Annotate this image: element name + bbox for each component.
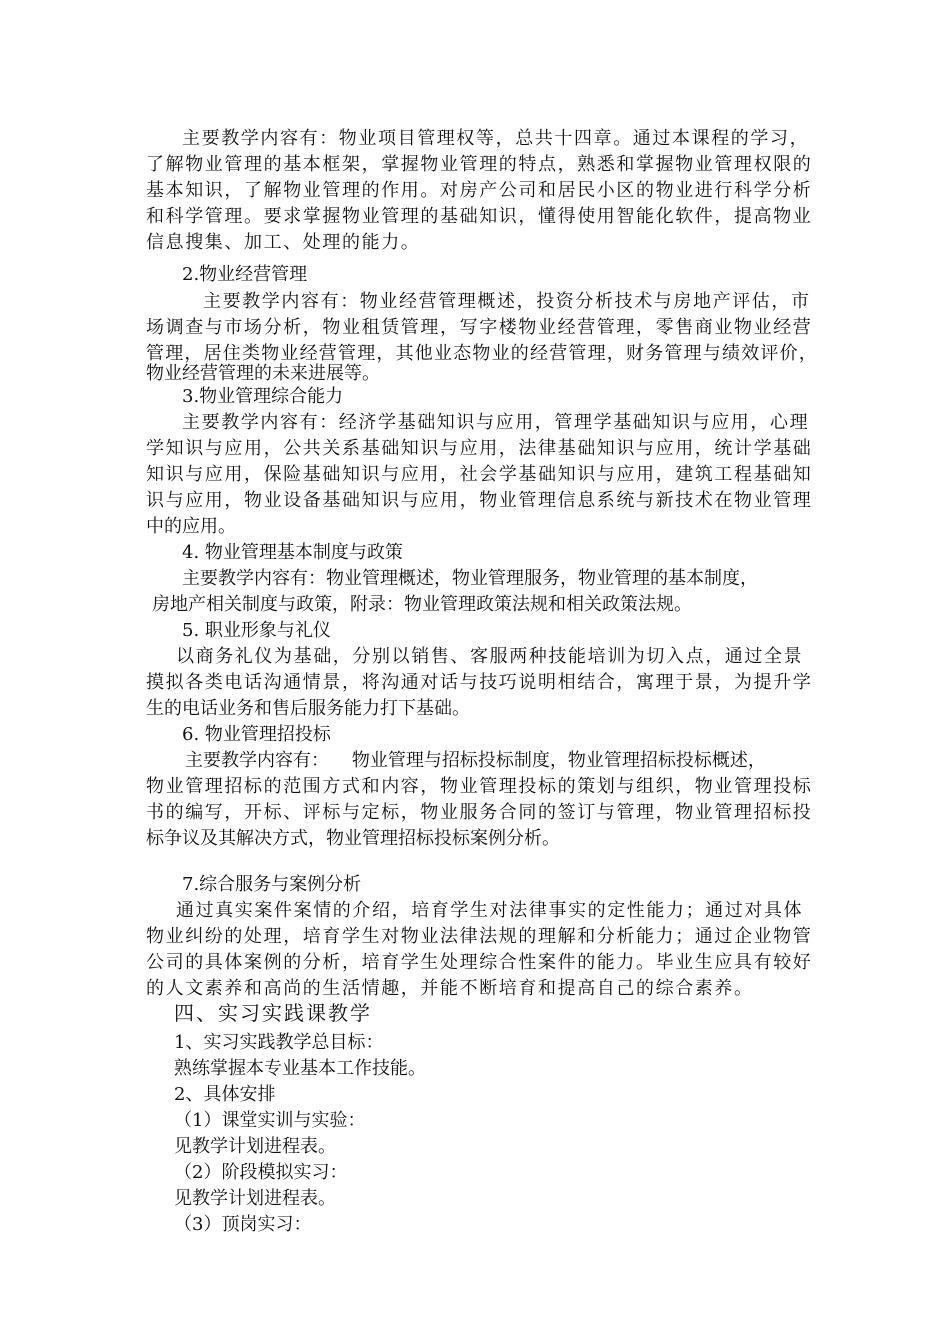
paragraph-line: 标争议及其解决方式，物业管理招标投标案例分析。 [146, 828, 560, 849]
paragraph-line: 中的应用。 [146, 516, 236, 537]
practice-item: （2）阶段模拟实习： [174, 1162, 348, 1183]
practice-item: 见教学计划进程表。 [174, 1188, 336, 1209]
paragraph-line: 管理，居住类物业经营管理，其他业态物业的经营管理，财务管理与绩效评价， [146, 343, 818, 364]
paragraph-line: 主要教学内容有：物业经营管理概述，投资分析技术与房地产评估，市 [203, 291, 811, 312]
paragraph-line: 物业经营管理的未来进展等。 [146, 363, 380, 384]
paragraph-line: 知识与应用，保险基础知识与应用，社会学基础知识与应用，建筑工程基础知 [146, 464, 813, 485]
section-title: 5. 职业形象与礼仪 [182, 620, 331, 641]
paragraph-line: 基本知识，了解物业管理的作用。对房产公司和居民小区的物业进行科学分析 [146, 180, 813, 201]
paragraph-line: 场调查与市场分析，物业租赁管理，写字楼物业经营管理，零售商业物业经营 [146, 317, 813, 338]
paragraph-line: 物业管理招标的范围方式和内容，物业管理投标的策划与组织，物业管理投标 [146, 776, 813, 797]
paragraph-line: 书的编写，开标、评标与定标，物业服务合同的签订与管理，物业管理招标投 [146, 802, 813, 823]
section-title: 4. 物业管理基本制度与政策 [182, 542, 403, 563]
paragraph-line: 学知识与应用，公共关系基础知识与应用，法律基础知识与应用，统计学基础 [146, 438, 813, 459]
practice-item: （1）课堂实训与实验： [174, 1110, 366, 1131]
paragraph-line: 主要教学内容有：物业项目管理权等，总共十四章。通过本课程的学习， [182, 128, 810, 149]
section-title: 3.物业管理综合能力 [182, 386, 344, 407]
practice-item: 熟练掌握本专业基本工作技能。 [174, 1058, 426, 1079]
paragraph-line: 主要教学内容有：经济学基础知识与应用，管理学基础知识与应用，心理 [182, 412, 810, 433]
paragraph-line: 的人文素养和高尚的生活情趣，并能不断培育和提高自己的综合素养。 [146, 978, 754, 999]
practice-item: 见教学计划进程表。 [174, 1136, 336, 1157]
paragraph-line: 公司的具体案例的分析，培育学生处理综合性案件的能力。毕业生应具有较好 [146, 952, 813, 973]
paragraph-line: 了解物业管理的基本框架，掌握物业管理的特点，熟悉和掌握物业管理权限的 [146, 154, 813, 175]
practice-item: 2、具体安排 [174, 1084, 276, 1105]
practice-item: （3）顶岗实习： [174, 1214, 312, 1235]
paragraph-line: 和科学管理。要求掌握物业管理的基础知识，懂得使用智能化软件，提高物业 [146, 206, 813, 227]
practice-heading: 四、实习实践课教学 [174, 1001, 372, 1025]
paragraph-line: 信息搜集、加工、处理的能力。 [146, 232, 421, 253]
paragraph-line: 主要教学内容有：物业管理概述，物业管理服务，物业管理的基本制度， [182, 568, 758, 589]
section-title: 2.物业经营管理 [182, 264, 308, 285]
paragraph-line: 物业纠纷的处理，培育学生对物业法律法规的理解和分析能力；通过企业物管 [146, 926, 813, 947]
paragraph-line: 主要教学内容有： 物业管理与招标投标制度，物业管理招标投标概述， [185, 750, 766, 771]
paragraph-line: 房地产相关制度与政策，附录：物业管理政策法规和相关政策法规。 [152, 594, 692, 615]
practice-item: 1、实习实践教学总目标： [174, 1032, 384, 1053]
paragraph-line: 生的电话业务和售后服务能力打下基础。 [146, 698, 470, 719]
section-title: 7.综合服务与案例分析 [182, 874, 362, 895]
section-title: 6. 物业管理招投标 [182, 724, 331, 745]
paragraph-line: 以商务礼仪为基础，分别以销售、客服两种技能培训为切入点，通过全景 [176, 646, 804, 667]
paragraph-line: 识与应用，物业设备基础知识与应用，物业管理信息系统与新技术在物业管理 [146, 490, 813, 511]
paragraph-line: 摸拟各类电话沟通情景，将沟通对话与技巧说明相结合，寓理于景，为提升学 [146, 672, 813, 693]
paragraph-line: 通过真实案件案情的介绍，培育学生对法律事实的定性能力；通过对具体 [176, 900, 804, 921]
